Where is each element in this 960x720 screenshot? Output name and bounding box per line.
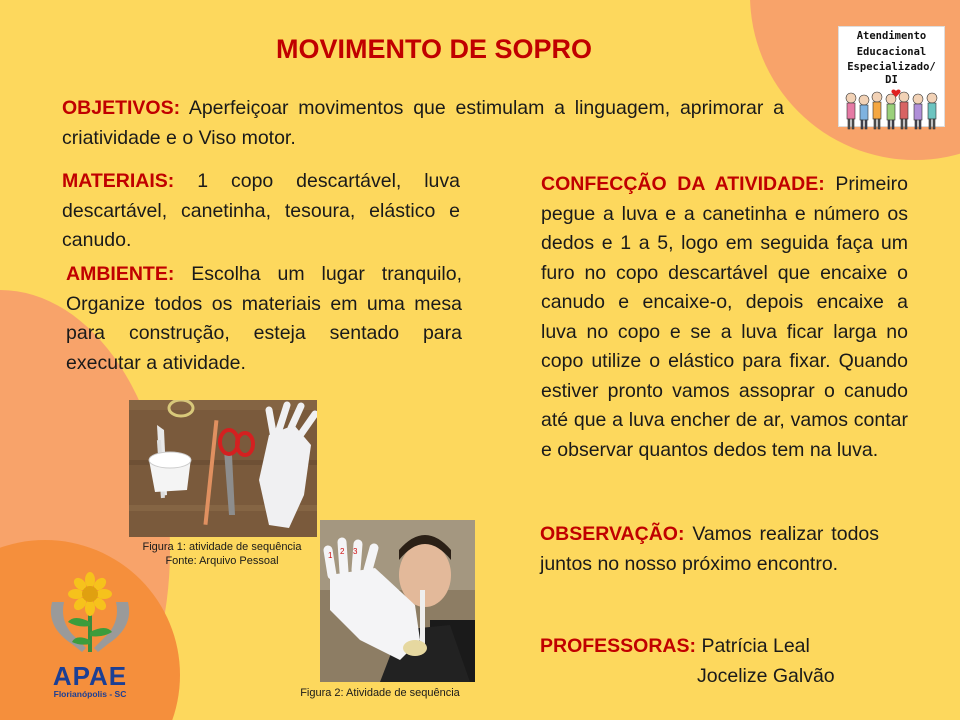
confeccao-text: Primeiro pegue a luva e a canetinha e número os dedos e 1 a 5, logo em seguida faça um furo no copo descartável que encaixe o canudo e encaixe-o, depois encaixe a luva no copo e se a luva ficar larga no copo utilize o elástico para fixar. Quando estiver pronto vamos assoprar o canudo até que a luva encher de ar, vamos contar e observar quantos dedos tem na luva. — [541, 173, 909, 461]
figure-1-photo — [129, 400, 317, 537]
professora-name-1: Patrícia Leal — [701, 635, 810, 657]
materiais-text: 1 copo descartável, luva descartável, canetinha, tesoura, elástico e canudo. — [62, 170, 460, 251]
professora-name-2: Jocelize Galvão — [697, 664, 835, 687]
confeccao-label: CONFECÇÃO DA ATIVIDADE: — [541, 173, 825, 195]
apae-name: APAE — [52, 661, 128, 691]
figure-1-caption — [122, 540, 322, 568]
svg-text:3: 3 — [353, 547, 358, 556]
svg-text:1: 1 — [328, 551, 333, 560]
professoras-section — [540, 632, 870, 691]
svg-text:2: 2 — [340, 547, 345, 556]
page-title: MOVIMENTO DE SOPRO — [275, 34, 593, 64]
materiais-section — [62, 167, 460, 256]
objetivos-section — [62, 94, 784, 153]
objetivos-label: OBJETIVOS: — [62, 97, 181, 119]
apae-city: Florianópolis - SC — [53, 689, 127, 699]
aee-logo-line-3: Especializado/ DI — [847, 61, 936, 86]
apae-logo — [42, 572, 138, 712]
observacao-label: OBSERVAÇÃO: — [540, 523, 685, 545]
ambiente-section — [66, 260, 462, 378]
aee-logo-line-2: Educacional — [856, 45, 927, 58]
aee-logo-line-1: Atendimento — [856, 30, 927, 42]
materiais-label: MATERIAIS: — [62, 170, 175, 192]
figure-2-photo — [320, 520, 475, 682]
observacao-text: Vamos realizar todos juntos no nosso próximo encontro. — [540, 523, 880, 575]
confeccao-section — [541, 170, 908, 465]
professoras-label: PROFESSORAS: — [540, 635, 697, 657]
ambiente-label: AMBIENTE: — [66, 263, 175, 285]
ambiente-text: Escolha um lugar tranquilo, Organize todos os materiais em uma mesa para construção, esteja sentado para executar a atividade. — [66, 263, 462, 374]
children-illustration-icon — [842, 86, 942, 138]
objetivos-text: Aperfeiçoar movimentos que estimulam a linguagem, aprimorar a criatividade e o Viso motor. — [62, 97, 784, 149]
observacao-section — [540, 520, 879, 579]
figure-1-caption-line-2: Fonte: Arquivo Pessoal — [165, 555, 279, 567]
apae-flower-hands-icon — [42, 572, 138, 656]
figure-2-caption: Figura 2: Atividade de sequência — [300, 687, 460, 699]
figure-1-caption-line-1: Figura 1: atividade de sequência — [142, 541, 302, 553]
